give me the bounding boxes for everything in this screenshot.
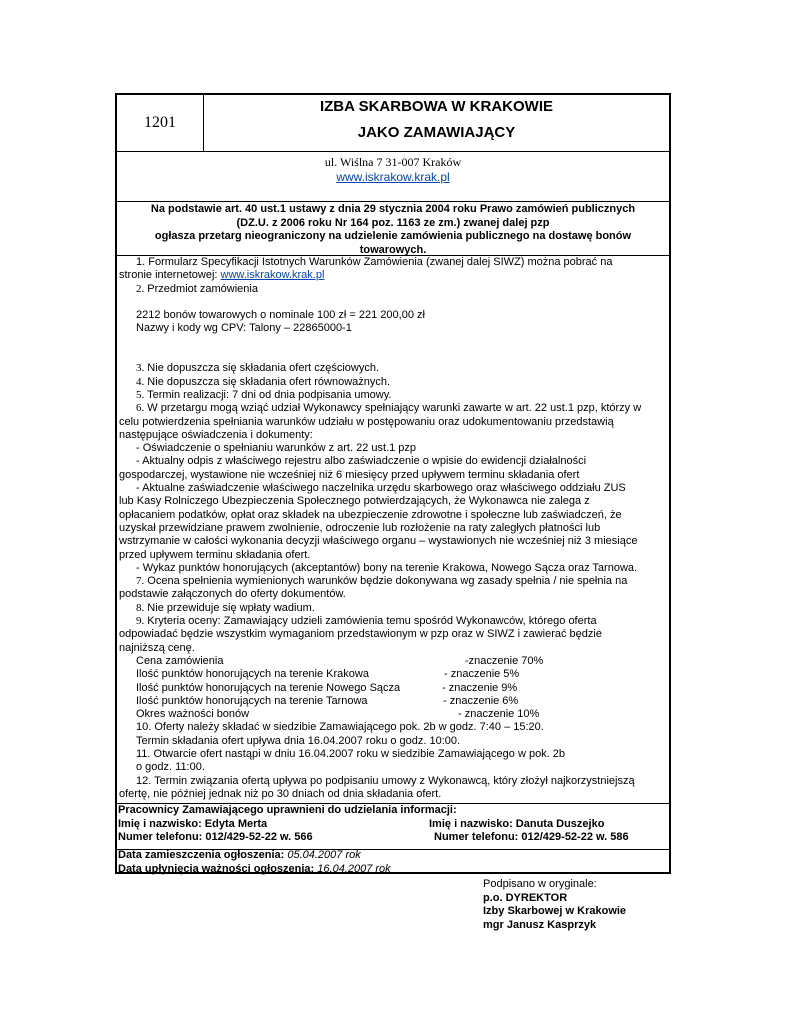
title-line-1: IZBA SKARBOWA W KRAKOWIE <box>319 98 554 115</box>
criterion-weight: - znaczenie 9% <box>442 681 518 694</box>
dates-block <box>117 849 669 876</box>
criterion-name: Okres ważności bonów <box>136 708 250 721</box>
body-line: gospodarczej, wystawione nie wcześniej niż 6 miesięcy przed upływem terminu składania ofert <box>119 468 580 481</box>
body-line: podstawie załączonych do oferty dokumentów. <box>119 588 346 601</box>
posted-date-label: Data zamieszczenia ogłoszenia: <box>118 849 285 861</box>
contact-name-left: Imię i nazwisko: Edyta Merta <box>118 817 268 830</box>
body-text: Ocena spełnienia wymienionych warunków będzie dokonywana wg zasady spełnia / nie spełnia na <box>144 575 628 588</box>
body-text: Przedmiot zamówienia <box>144 282 258 295</box>
announcement-body <box>117 256 669 801</box>
contacts-block <box>117 803 669 850</box>
body-line: Termin składania ofert upływa dnia 16.04.2007 roku o godz. 10:00. <box>136 734 461 747</box>
item-number: 3. <box>136 362 145 375</box>
contact-name-right: Imię i nazwisko: Danuta Duszejko <box>429 817 605 830</box>
item-number: 4. <box>136 375 145 388</box>
criterion-weight: - znaczenie 6% <box>443 694 519 707</box>
criterion-weight: - znaczenie 10% <box>458 708 540 721</box>
intro-line: towarowych. <box>359 243 427 256</box>
signatory-title: p.o. DYREKTOR <box>483 891 568 904</box>
item-number: 5. <box>136 388 145 401</box>
body-line: 10. Oferty należy składać w siedzibie Zamawiającego pok. 2b w godz. 7:40 – 15:20. <box>136 721 544 734</box>
criterion-row <box>117 655 669 668</box>
body-line: - Wykaz punktów honorujących (akceptantów) bony na terenie Krakowa, Nowego Sącza oraz Tarnowa. <box>136 561 638 574</box>
announcement-frame <box>115 93 671 874</box>
criterion-name: Ilość punktów honorujących na terenie Krakowa <box>136 668 369 681</box>
intro-line: (DZ.U. z 2006 roku Nr 164 poz. 1163 ze zm.) zwanej dalej pzp <box>236 216 550 229</box>
contact-phones-row <box>117 831 669 845</box>
posted-date-value: 05.04.2007 rok <box>287 849 361 861</box>
body-text: Kryteria oceny: Zamawiający udzieli zamówienia temu spośród Wykonawców, którego oferta <box>144 615 597 628</box>
body-line: Nazwy i kody wg CPV: Talony – 22865000-1 <box>136 322 352 335</box>
body-line <box>117 575 669 588</box>
expiry-date-row <box>117 863 669 877</box>
criterion-weight: -znaczenie 70% <box>465 654 544 667</box>
body-text: stronie internetowej: <box>119 269 221 282</box>
body-line: uzyskał przewidziane prawem zwolnienie, odroczenie lub rozłożenie na raty zaległych płatności lub <box>119 521 601 534</box>
item-number: 7. <box>136 575 145 588</box>
intro-line: Na podstawie art. 40 ust.1 ustawy z dnia 29 stycznia 2004 roku Prawo zamówień publicznych <box>150 203 636 215</box>
body-line: najniższą cenę. <box>119 641 195 654</box>
body-line: przed upływem terminu składania ofert. <box>119 548 311 561</box>
body-line: 11. Otwarcie ofert nastąpi w dniu 16.04.2007 roku w siedzibie Zamawiającego w pok. 2b <box>136 747 566 760</box>
contact-names-row <box>117 818 669 832</box>
contact-phone-left: Numer telefonu: 012/429-52-22 w. 566 <box>118 831 313 843</box>
expiry-date-value: 16.04.2007 rok <box>317 862 391 875</box>
body-line: - Aktualny odpis z właściwego rejestru albo zaświadczenie o wpisie do ewidencji działalności <box>136 455 587 468</box>
contacts-heading <box>117 804 669 818</box>
criterion-row <box>117 695 669 708</box>
criterion-name: Ilość punktów honorujących na terenie Tarnowa <box>136 694 368 707</box>
street-address: ul. Wiślna 7 31-007 Kraków <box>324 155 462 169</box>
item-number: 2. <box>136 282 145 295</box>
signatory-name: mgr Janusz Kasprzyk <box>483 918 597 931</box>
expiry-date-label: Data upłynięcia ważności ogłoszenia: <box>118 862 315 875</box>
address-block <box>117 152 669 202</box>
body-text: Termin realizacji: 7 dni od dnia podpisania umowy. <box>144 388 392 401</box>
criterion-row <box>117 682 669 695</box>
body-line <box>117 615 669 628</box>
body-line: celu potwierdzenia spełniania warunków udziału w postępowaniu oraz udokumentowaniu przedstawią <box>119 415 614 428</box>
header <box>117 95 669 152</box>
document-number: 1201 <box>117 95 204 151</box>
body-line: - Aktualne zaświadczenie właściwego naczelnika urzędu skarbowego oraz właściwego oddziału ZUS <box>136 482 626 495</box>
signature-block <box>483 878 626 932</box>
body-line: ofertę, nie później jednak niż po 30 dniach od dnia składania ofert. <box>119 787 442 800</box>
body-text: Nie dopuszcza się składania ofert częściowych. <box>144 362 380 375</box>
body-line <box>117 362 669 375</box>
criterion-name: Ilość punktów honorujących na terenie Nowego Sącza <box>136 681 401 694</box>
criterion-name: Cena zamówienia <box>136 654 224 667</box>
item-number: 8. <box>136 601 145 614</box>
item-number: 6. <box>136 402 145 415</box>
body-line <box>117 402 669 415</box>
body-line: 1. Formularz Specyfikacji Istotnych Warunków Zamówienia (zwanej dalej SIWZ) można pobrać na <box>136 256 613 268</box>
contact-phone-right: Numer telefonu: 012/429-52-22 w. 586 <box>434 831 629 843</box>
body-line <box>117 269 669 282</box>
website-link[interactable]: www.iskrakow.krak.pl <box>336 170 450 184</box>
signatory-institution: Izby Skarbowej w Krakowie <box>483 905 627 917</box>
body-line <box>117 376 669 389</box>
criterion-weight: - znaczenie 5% <box>444 668 520 681</box>
body-line: lub Kasy Rolniczego Ubezpieczenia Społecznego potwierdzających, że Wykonawca nie zalega z <box>119 495 590 508</box>
criterion-row <box>117 668 669 681</box>
body-line: 2212 bonów towarowych o nominale 100 zł = 221 200,00 zł <box>136 309 425 322</box>
body-line: 12. Termin związania ofertą upływa po podpisaniu umowy z Wykonawcą, który złożył najkorzystniejszą <box>136 774 635 787</box>
body-text: Nie przewiduje się wpłaty wadium. <box>144 601 315 614</box>
contacts-heading-text: Pracownicy Zamawiającego uprawnieni do udzielania informacji: <box>118 804 457 816</box>
intro-line: ogłasza przetarg nieograniczony na udzielenie zamówienia publicznego na dostawę bonów <box>154 230 632 242</box>
body-line <box>117 283 669 296</box>
criterion-row <box>117 708 669 721</box>
body-text: W przetargu mogą wziąć udział Wykonawcy spełniający warunki zawarte w art. 22 ust.1 pzp, którzy w <box>144 402 642 415</box>
posted-date-row <box>117 849 669 863</box>
body-line: - Oświadczenie o spełnianiu warunków z art. 22 ust.1 pzp <box>136 442 417 455</box>
title-line-2: JAKO ZAMAWIAJĄCY <box>357 124 516 141</box>
body-line: wstrzymanie w całości wykonania decyzji właściwego organu – wystawionych nie wcześniej niż 3 miesiące <box>119 535 638 548</box>
body-text: Nie dopuszcza się składania ofert równoważnych. <box>144 375 391 388</box>
body-line: następujące oświadczenia i dokumenty: <box>119 428 313 441</box>
body-line: o godz. 11:00. <box>136 761 205 774</box>
body-line <box>117 389 669 402</box>
signature-note: Podpisano w oryginale: <box>483 878 597 890</box>
body-line: opłacaniem podatków, opłat oraz składek na ubezpieczenie zdrowotne i społeczne lub zaświadczeń, że <box>119 508 622 521</box>
body-line: odpowiadać będzie wszystkim wymaganiom przedstawionym w pzp oraz w SIWZ i zawierać będzie <box>119 628 602 641</box>
intro-block <box>117 202 669 256</box>
body-line <box>117 602 669 615</box>
siwz-link[interactable]: www.iskrakow.krak.pl <box>220 269 325 282</box>
item-number: 9. <box>136 615 145 628</box>
